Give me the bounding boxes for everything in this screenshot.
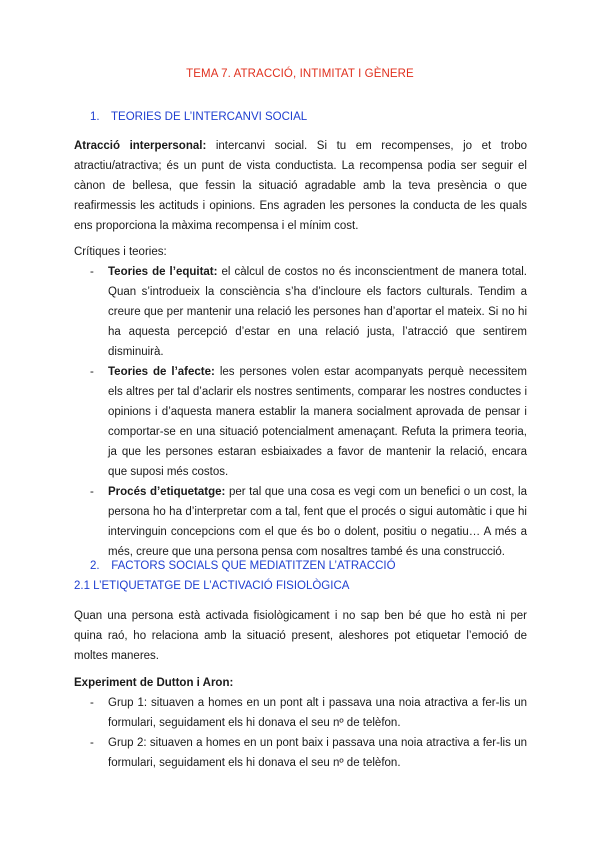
section-2-heading: [74, 560, 396, 572]
theory-term: Teories de l’afecte:: [108, 366, 215, 378]
activacio-paragraph: Quan una persona està activada fisiològicament i no sap ben bé que ho està ni per quina raó, ho relaciona amb la situació present, aleshores pot etiquetar l’emoció de moltes maneres.: [74, 610, 527, 662]
list-dash: -: [90, 486, 94, 498]
list-dash: -: [90, 266, 94, 278]
experiment-title: Experiment de Dutton i Aron:: [74, 677, 234, 689]
section-2-number: 2.: [90, 560, 100, 572]
theory-text: per tal que una cosa es vegi com un benefici o un cost, la persona ho ha d’interpretar com a tal, fent que el procés o sigui automàtic i que hi intervinguin concepcions com el que és bo o dolent, positiu o negatiu… A més a més, creure que una persona pensa com nosaltres també és una construcció.: [108, 486, 527, 558]
theory-term: Procés d’etiquetatge:: [108, 486, 226, 498]
experiment-label: [74, 673, 527, 693]
document-title: TEMA 7. ATRACCIÓ, INTIMITAT I GÈNERE: [186, 68, 414, 80]
groups-list: [74, 693, 527, 773]
theory-text: les persones volen estar acompanyats perquè necessitem els altres per tal d’aclarir els nostres sentiments, comparar les nostres conductes i opinions i d’aquesta manera establir la manera socialment aprovada de pensar i comportar-se en una situació potencialment amenaçant. Refuta la primera teoria, ja que les persones estaran esbiaixades a favor de mantenir la relació, encara que suposi més costos.: [108, 366, 527, 478]
section-2-title: FACTORS SOCIALS QUE MEDIATITZEN L’ATRACCIÓ: [111, 560, 396, 572]
atraccio-term: Atracció interpersonal:: [74, 140, 207, 152]
section-1-title: TEORIES DE L’INTERCANVI SOCIAL: [111, 111, 308, 123]
critiques-label: Crítiques i teories:: [74, 246, 167, 258]
group-text: Grup 1: situaven a homes en un pont alt i passava una noia atractiva a fer-lis un formulari, seguidament els hi donava el seu nº de telèfon.: [108, 697, 527, 729]
group-text: Grup 2: situaven a homes en un pont baix i passava una noia atractiva a fer-lis un formulari, seguidament els hi donava el seu nº de telèfon.: [108, 737, 527, 769]
atraccio-paragraph: [74, 136, 527, 236]
list-item: [74, 362, 527, 482]
list-item: [74, 262, 527, 362]
section-1-heading: [74, 111, 307, 123]
section-2-1-heading: 2.1 L’ETIQUETATGE DE L’ACTIVACIÓ FISIOLÒGICA: [74, 580, 350, 592]
theory-text: el càlcul de costos no és inconscientment de manera total. Quan s’introdueix la consciència s’ha d’incloure els factors culturals. Tendim a creure que per mantenir una relació les persones han d’aportar el mateix. Si no hi ha aquesta percepció d’estar en una relació justa, l’atracció que sentirem disminuirà.: [108, 266, 527, 358]
list-item: [74, 733, 527, 773]
list-dash: -: [90, 366, 94, 378]
list-item: [74, 482, 527, 562]
theories-list: [74, 262, 527, 562]
section-1-number: 1.: [90, 111, 100, 123]
list-item: [74, 693, 527, 733]
list-dash: -: [90, 697, 94, 709]
list-dash: -: [90, 737, 94, 749]
atraccio-text: intercanvi social. Si tu em recompenses, jo et trobo atractiu/atractiva; és un punt de vista conductista. La recompensa podia ser seguir el cànon de bellesa, que fessin la situació agradable amb la teva presència o que reafirmessis les actituds i opinions. Ens agraden les persones la conducta de les quals ens proporciona la màxima recompensa i el mínim cost.: [74, 140, 527, 232]
theory-term: Teories de l’equitat:: [108, 266, 218, 278]
